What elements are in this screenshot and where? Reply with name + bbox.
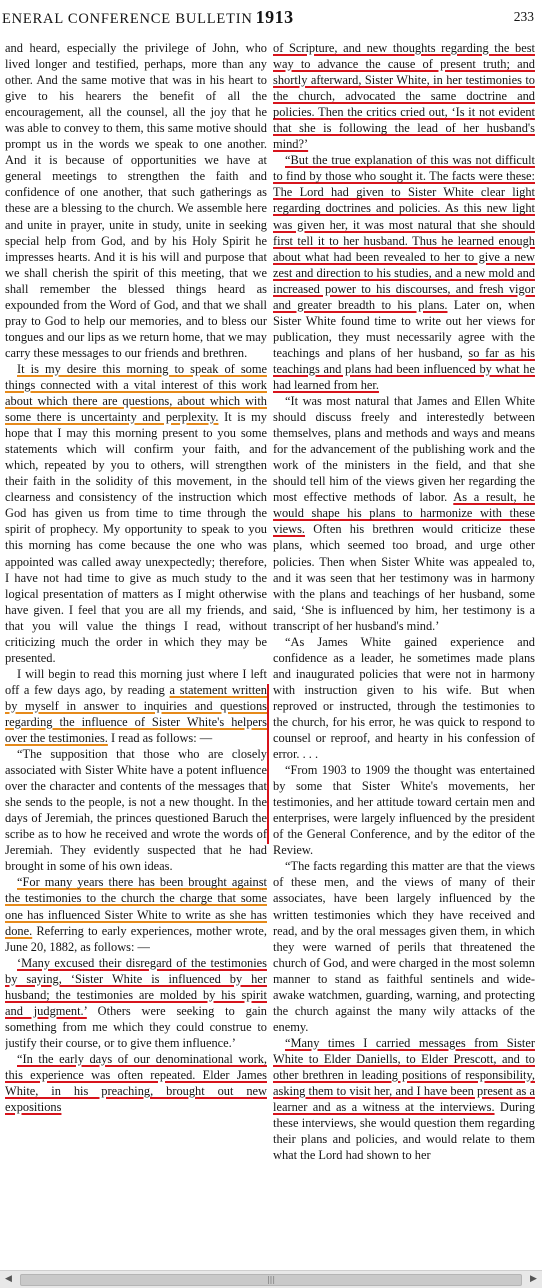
highlighted-text: “For many years there has been brought against the testimonies to the church the charge that some one has influenced Sister White to write as she has done. [5, 875, 267, 938]
highlighted-text: a statement written by myself in answer to inquiries and questions regarding the influence of Sister White's helpers over the testimonies. [5, 682, 267, 746]
text-run: Later on, when Sister White found time to write out her views for publication, they must necessarily agree with the teachings and plans of her husband, [273, 297, 535, 360]
highlighted-text: “In the early days of our denominational work, this experience was often repeated. Elder James White, in his preaching, brought out new expositions [5, 1051, 267, 1115]
paragraph [5, 40, 267, 361]
paragraph [273, 393, 535, 634]
running-title [2, 7, 294, 28]
margin-marker-line [267, 684, 269, 844]
left-column [5, 40, 267, 1265]
page-number: 233 [513, 9, 534, 24]
right-column [273, 40, 535, 1265]
paragraph [5, 955, 267, 1051]
paragraph [5, 1051, 267, 1115]
text-run: It is my hope that I may this morning present to you some statements which will confirm your faith, and which, repeated by you to others, will strengthen their faith in the solidity of this movement, in the clearness and consistency of the instruction which God has given us from time to time through the spirit of prophecy. My opportunity to speak to you this morning has come because the one who was appointed was called away unexpectedly; therefore, I have not had time to give as much study to the logical presentation of matters as I might otherwise have given. I feel that you are all my friends, and that you will value the things I read, without criticizing much the order in which they may be presented. [5, 410, 267, 665]
paragraph [273, 858, 535, 1035]
text-run: Referring to early experiences, mother wrote, June 20, 1882, as follows: — [5, 923, 267, 954]
paragraph [5, 874, 267, 954]
text-run: Others were seeking to gain something from me which they could construe to justify their course, or to give them influence.’ [5, 1003, 267, 1050]
publication-title: ENERAL CONFERENCE BULLETIN [2, 11, 253, 27]
highlighted-text: of Scripture, and new thoughts regarding the best way to advance the cause of present truth; and shortly afterward, Sister White, in her testimonies to the church, advocated the same doctrine and policies. Then the critics cried out, ‘Is it not evident that she is following the lead of her husband's mind?’ [273, 41, 535, 152]
paragraph [5, 746, 267, 874]
highlighted-text: so far as his teachings and plans had been influenced by what he had learned from her. [273, 345, 535, 392]
text-run: and heard, especially the privilege of John, who lived longer and testified, perhaps, more than any other. And the same motive that was in his heart to give to his hearers the benefit of all the encouragement, all the counsel, all the joy that he was able to convey to them, this same motive should prompt us in the words we speak to one another. And it is because of opportunities we have at general meetings to strengthen the faith and confidence of one another, that such gatherings as these are a blessing to the church. We assemble here and unite in prayer, unite in study, unite in seeking special help from God, and by his Holy Spirit he impresses hearts. And it is his will and purpose that we shall cherish the spirit of this meeting, that we shall remember the blessed things heard as expounded from the Word of God, and that we shall pray to God to help our memories, and to bless our tongues and our lips as we return home, that we may carry these messages to our friends and brethren. [5, 41, 267, 360]
paragraph [273, 40, 535, 152]
paragraph [273, 152, 535, 393]
text-run: “The facts regarding this matter are that the views of these men, and the views of many of their associates, have been largely influenced by the written testimonies which they have received and read, and by the oral messages given them, in which they were warned of perils that threatened the church of God, and were charged in the most solemn manner to stand as faithful sentinels and wide-awake watchmen, guarding, warning, and protecting the church against the many wily attacks of the enemy. [273, 859, 535, 1034]
text-run: “The supposition that those who are closely associated with Sister White have a potent influence over the character and contents of the messages that she sends to the people, is not a new thought. In the days of Jeremiah, the princes questioned Baruch the scribe as to how he received and wrote the words of Jeremiah. They evidently suspected that he had brought in some of his own ideas. [5, 747, 267, 874]
paragraph [5, 361, 267, 666]
paragraph [5, 666, 267, 746]
scroll-thumb[interactable] [20, 1274, 522, 1286]
text-run: I will begin to read this morning just where I left off a few days ago, by reading [5, 666, 267, 697]
horizontal-scrollbar[interactable] [0, 1270, 542, 1288]
page-header [0, 0, 542, 36]
text-run: “As James White gained experience and confidence as a leader, he sometimes made plans and inaugurated policies that were not in harmony with instruction given to his wife. But when reproved or instructed, through the testimonies to the church, for his error, he was quick to respond to counsel or reproof, and hearty in his confession of error. . . . [273, 634, 535, 762]
volume-year: 1913 [255, 7, 294, 27]
highlighted-text: “But the true explanation of this was not difficult to find by those who sought it. The facts were these: The Lord had given to Sister White clear light regarding doctrines and policies. As this new light was given her, it was most natural that she should first tell it to her husband. Thus he learned enough about what had been revealed to her to give a new zest and direction to his studies, and a new mold and increased power to his discourses, and fresh vigor and greater breadth to his plans. [273, 153, 535, 312]
highlighted-text: “Many times I carried messages from Sister White to Elder Daniells, to Elder Prescott, and to other brethren in leading positions of responsibility, asking them to visit her, and I have been present as a learner and as a witness at the interviews. [273, 1035, 535, 1115]
paragraph [273, 762, 535, 858]
arrow-right-icon[interactable]: ▶ [530, 1274, 537, 1284]
paragraph [273, 634, 535, 762]
highlighted-text: ‘Many excused their disregard of the testimonies by saying, ‘Sister White is influenced by her husband; the testimonies are molded by his spirit and judgment.’ [5, 955, 267, 1018]
text-run: During these interviews, she would question them regarding their plans and policies, and would relate to them what the Lord had shown to her [273, 1100, 535, 1163]
text-run: “It was most natural that James and Ellen White should discuss freely and interestedly between themselves, plans and methods and ways and means for the advancement of the publishing work and the work of the ministers in the field, and that she should tell him of the views given her regarding the most effective methods of labor. [273, 394, 535, 505]
highlighted-text: It is my desire this morning to speak of some things connected with a vital interest of this work about which there are questions, about which with some there is uncertainty and perplexity. [5, 361, 267, 425]
arrow-left-icon[interactable]: ◀ [5, 1274, 12, 1284]
scroll-grip: ||| [266, 1275, 276, 1284]
text-run: Often his brethren would criticize these plans, which seemed too broad, and urge other policies. Then when Sister White was appealed to, and it was seen that her testimony was in harmony with the plans and teachings of her husband, some said, ‘She is influenced by him, her testimony is a transcript of her husband's mind.’ [273, 522, 535, 633]
text-run: I read as follows: — [107, 731, 213, 746]
highlighted-text: As a result, he would shape his plans to harmonize with these views. [273, 490, 535, 537]
text-run: “From 1903 to 1909 the thought was entertained by some that Sister White's movements, her testimonies, and her attitude toward certain men and enterprises, were largely influenced by the president of the General Conference, and by the editor of the Review. [273, 763, 535, 858]
paragraph [273, 1035, 535, 1163]
